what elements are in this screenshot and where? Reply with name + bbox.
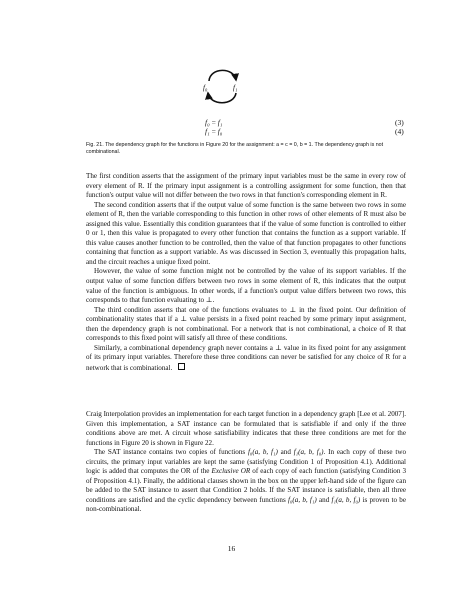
qed-square-icon <box>178 363 185 370</box>
eq3-rhs: f₁ <box>217 118 223 127</box>
equation-4 <box>0 127 463 137</box>
paragraph-6: Craig Interpolation provides an implementation for each target function in a dependency graph [Lee et al. 2007]. Given this implementation, a SAT instance can be formulated that is satisfiable if and only if the three conditions above are met. A circuit whose satisfiability indicates that these three conditions are met for the functions in Figure 20 is shown in Figure 22. <box>86 410 406 447</box>
body-section-2 <box>86 410 406 515</box>
page-number: 16 <box>227 544 236 553</box>
paragraph-5 <box>86 344 406 374</box>
p7-text-b: . In each copy of these two circuits, the primary input variables are kept the same (satisfying Condition 1 of Proposition 4.1). Additional logic is added that computes the OR of the <box>86 448 406 476</box>
caption-text: The dependency graph for the functions in Figure 20 for the assignment: a = c = 0, b = 1. The dependency graph is not combinational. <box>86 142 384 156</box>
paragraph-2: The second condition asserts that if the output value of some function is the same between two rows in some element of R, then the variable corresponding to this function in other rows of other elements of R must also be assigned this value. Essentially this condition guarantees that if the value of some function is controlled to either 0 or 1, then this value is propagated to every other function that contains the function as a support variable. If this value causes another function to be controlled, then the value of that function propagates to other functions containing that function as a support variable. As was discussed in Section 3, eventually this propagation halts, and the circuit reaches a unique fixed point. <box>86 200 406 266</box>
dependency-graph <box>198 63 248 109</box>
p7-f1b: f₁(a, b, f₀) <box>331 495 361 504</box>
edge-f0-to-f1 <box>209 70 236 81</box>
paragraph-5-text: Similarly, a combinational dependency graph never contains a ⊥ value in its fixed point for any assignment of its primary input variables. Therefore these three conditions can never be satisfied for any choice of R for a network that is combinational. <box>86 343 406 372</box>
p7-f0: f₀(a, b, f₁) <box>247 448 278 457</box>
eq3-number: (3) <box>395 118 404 127</box>
p7-f1: f₁(a, b, f₀) <box>293 448 324 457</box>
paragraph-1: The first condition asserts that the assignment of the primary input variables must be the same in every row of every element of R. If the primary input assignment is a controlling assignment for some function, then that function's output value will not differ between the two rows in that function's corresponding element in R. <box>86 172 406 200</box>
body-section-1 <box>86 172 406 373</box>
eq3-lhs: f₀ <box>205 118 210 127</box>
eq4-number: (4) <box>395 127 404 136</box>
p7-and: and <box>277 448 294 457</box>
paragraph-4: The third condition asserts that one of the functions evaluates to ⊥ in the fixed point. Our definition of combinationality states that if a ⊥ value persists in a fixed point reached by some primary input assignment, then the dependency graph is not combinational. For a network that is not combinational, a choice of R that corresponds to this fixed point will satisfy all three of these conditions. <box>86 305 406 343</box>
p7-text-d: is proven to be non-combinational. <box>86 495 406 514</box>
eq4-op: = <box>211 127 216 136</box>
p7-and2: and <box>316 495 332 504</box>
paragraph-3: However, the value of some function might not be controlled by the value of its support variables. If the output value of some function differs between two rows in some element of R, this indicates that the output value of the function is ambiguous. In other words, if a function's output value differs between two rows, this corresponds to that function evaluating to ⊥. <box>86 267 406 305</box>
p7-text-c: of each copy of each function (satisfying Condition 3 of Proposition 4.1). Finally, the additional clauses shown in the box on the upper left-hand side of the figure can be added to the SAT instance to assert that Condition 2 holds. If the SAT instance is satisfiable, then all three conditions are satisfied and the cyclic dependency between functions <box>86 467 407 504</box>
eq4-rhs: f₀ <box>217 127 223 136</box>
p7-exclusive-or: Exclusive OR <box>211 467 251 476</box>
caption-label: Fig. 21. <box>86 142 104 148</box>
p7-text-a: The SAT instance contains two copies of functions <box>94 448 248 457</box>
graph-node-f1: f₁ <box>233 84 238 92</box>
p7-f0b: f₀(a, b, f₁) <box>287 495 317 504</box>
edge-f1-to-f0 <box>208 93 236 103</box>
figure-caption <box>86 142 404 157</box>
graph-node-f0: f₀ <box>203 84 208 92</box>
paragraph-7 <box>86 448 406 515</box>
eq4-lhs: f₁ <box>205 127 210 136</box>
eq3-op: = <box>211 118 216 127</box>
